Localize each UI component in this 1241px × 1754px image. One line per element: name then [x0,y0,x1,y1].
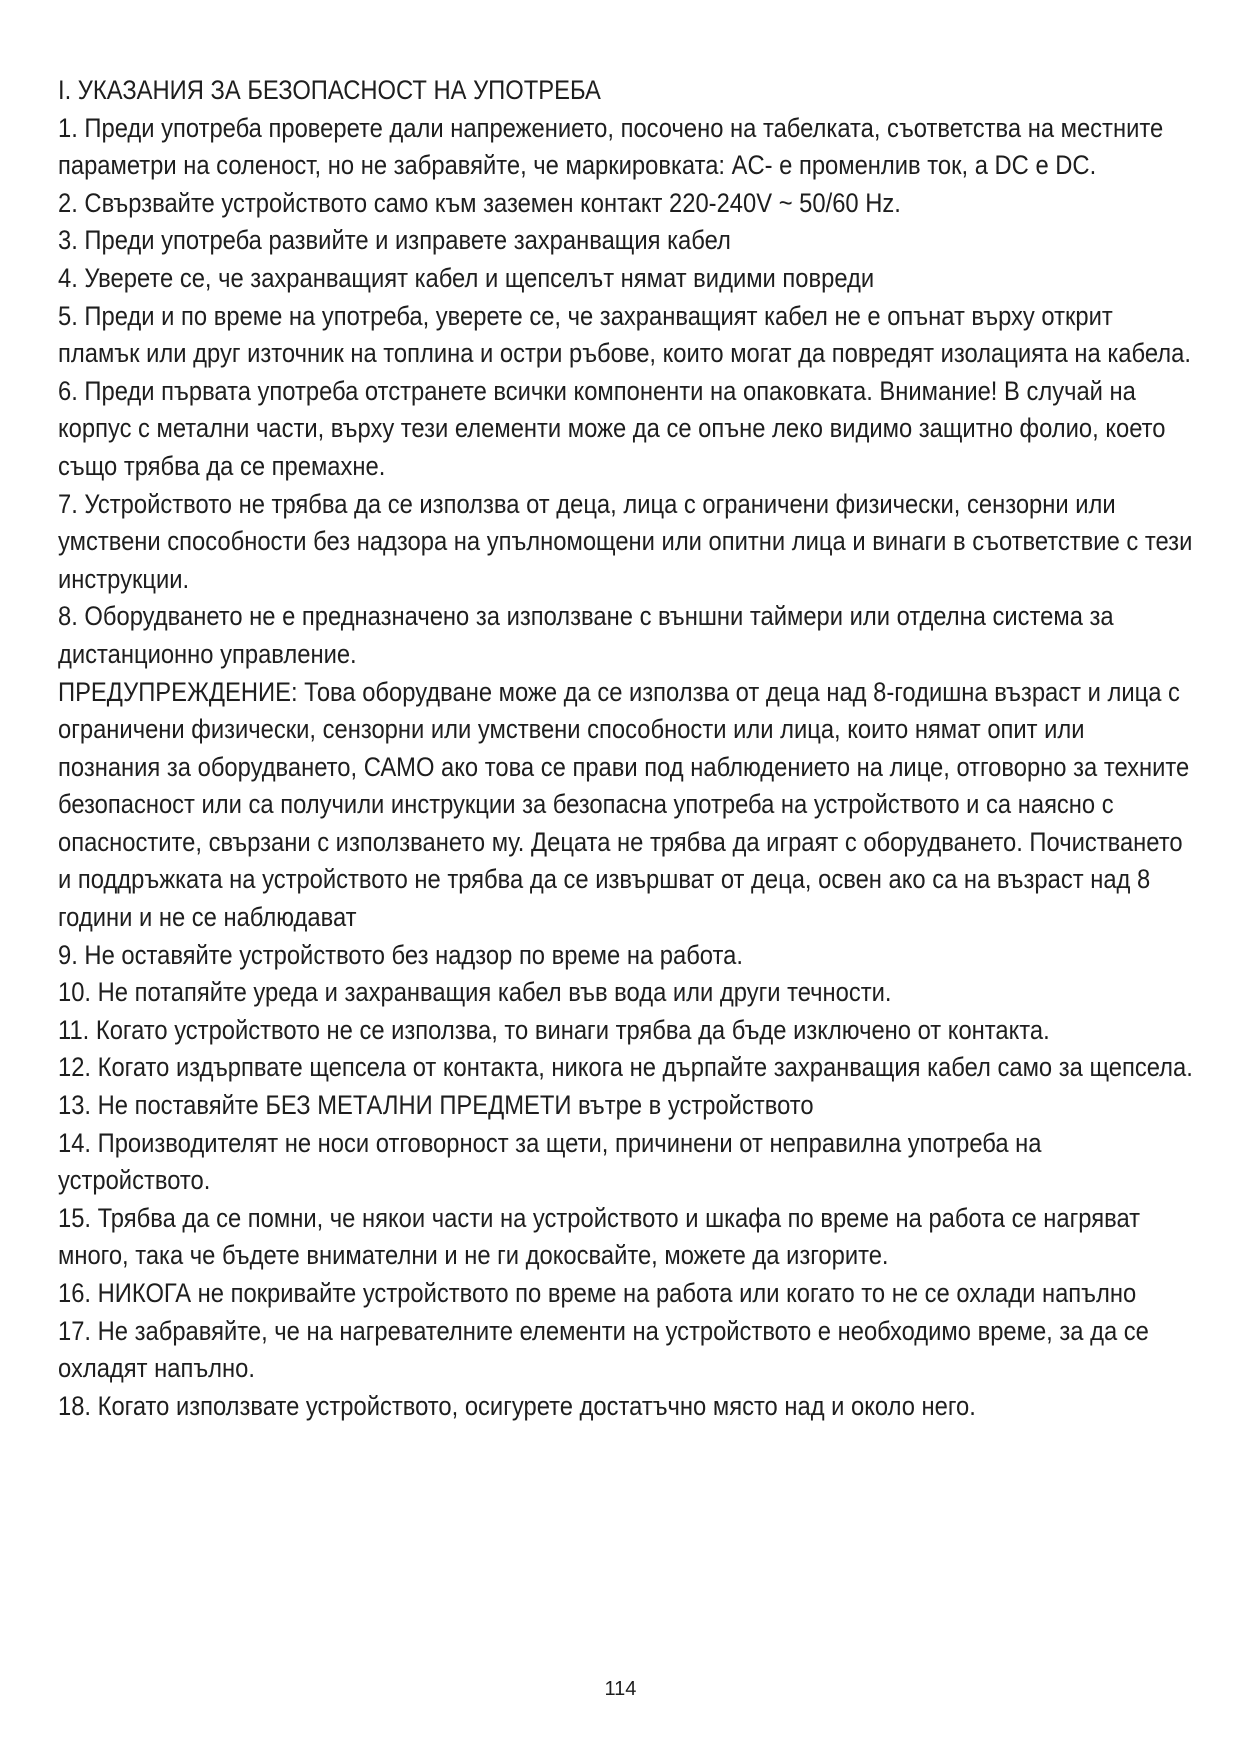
instruction-item-16: 16. НИКОГА не покривайте устройството по време на работа или когато то не се охлади напълно [58,1278,1137,1308]
instruction-item-9: 9. Не оставяйте устройството без надзор по време на работа. [58,939,743,970]
warning-paragraph: ПРЕДУПРЕЖДЕНИЕ: Това оборудване може да се използва от деца над 8-годишна възраст и лица с ограничени физически, сензорни или умствени способности или лица, които нямат опит или познания за оборудването, САМО ако това се прави под наблюдението на лице, отговорно за техните безопасност или са получили инструкции за безопасна употреба на устройството и са наясно с опасностите, свързани с използването му. Децата не трябва да играят с оборудването. Почистването и поддръжката на устройството не трябва да се извършват от деца, освен ако са на възраст над 8 години и не се наблюдават [58,676,1190,933]
instruction-item-6: 6. Преди първата употреба отстранете всички компоненти на опаковката. Внимание! В случай на корпус с метални части, върху тези елементи може да се опъне леко видимо защитно фолио, което също трябва да се премахне. [58,375,1166,481]
instruction-item-18: 18. Когато използвате устройството, осигурете достатъчно място над и около него. [58,1390,976,1421]
instruction-item-10: 10. Не потапяйте уреда и захранващия кабел във вода или други течности. [58,977,892,1008]
instruction-item-13: 13. Не поставяйте БЕЗ МЕТАЛНИ ПРЕДМЕТИ вътре в устройството [58,1090,814,1121]
instruction-item-2: 2. Свързвайте устройството само към заземен контакт 220-240V ~ 50/60 Hz. [58,187,901,218]
instruction-item-15: 15. Трябва да се помни, че някои части на устройството и шкафа по време на работа се нагряват много, така че бъдете внимателни и не ги докосвайте, можете да изгорите. [58,1202,1141,1271]
instruction-item-8: 8. Оборудването не е предназначено за използване с външни таймери или отделна система за дистанционно управление. [58,601,1114,669]
instruction-item-14: 14. Производителят не носи отговорност за щети, причинени от неправилна употреба на устройството. [58,1127,1042,1196]
page-number: 114 [604,1678,637,1700]
instruction-item-11: 11. Когато устройството не се използва, то винаги трябва да бъде изключено от контакта. [58,1014,1050,1045]
instruction-item-3: 3. Преди употреба развийте и изправете захранващия кабел [58,225,731,256]
instruction-item-12: 12. Когато издърпвате щепсела от контакта, никога не дърпайте захранващия кабел само за щепсела. [58,1052,1193,1083]
section-heading: I. УКАЗАНИЯ ЗА БЕЗОПАСНОСТ НА УПОТРЕБА [58,75,601,105]
instruction-item-17: 17. Не забравяйте, че на нагревателните елементи на устройството е необходимо време, за да се охладят напълно. [58,1315,1149,1384]
instruction-item-7: 7. Устройството не трябва да се използва от деца, лица с ограничени физически, сензорни или умствени способности без надзора на упълномощени или опитни лица и винаги в съответствие с тези инструкции. [58,488,1193,594]
document-body [58,72,1193,1425]
instruction-item-1: 1. Преди употреба проверете дали напрежението, посочено на табелката, съответства на местните параметри на соленост, но не забравяйте, че маркировката: AC- е променлив ток, а DC е DC. [58,112,1164,181]
instruction-item-4: 4. Уверете се, че захранващият кабел и щепселът нямат видими повреди [58,262,875,293]
instruction-item-5: 5. Преди и по време на употреба, уверете се, че захранващият кабел не е опънат върху открит пламък или друг източник на топлина и остри ръбове, които могат да повредят изолацията на кабела. [58,300,1191,369]
